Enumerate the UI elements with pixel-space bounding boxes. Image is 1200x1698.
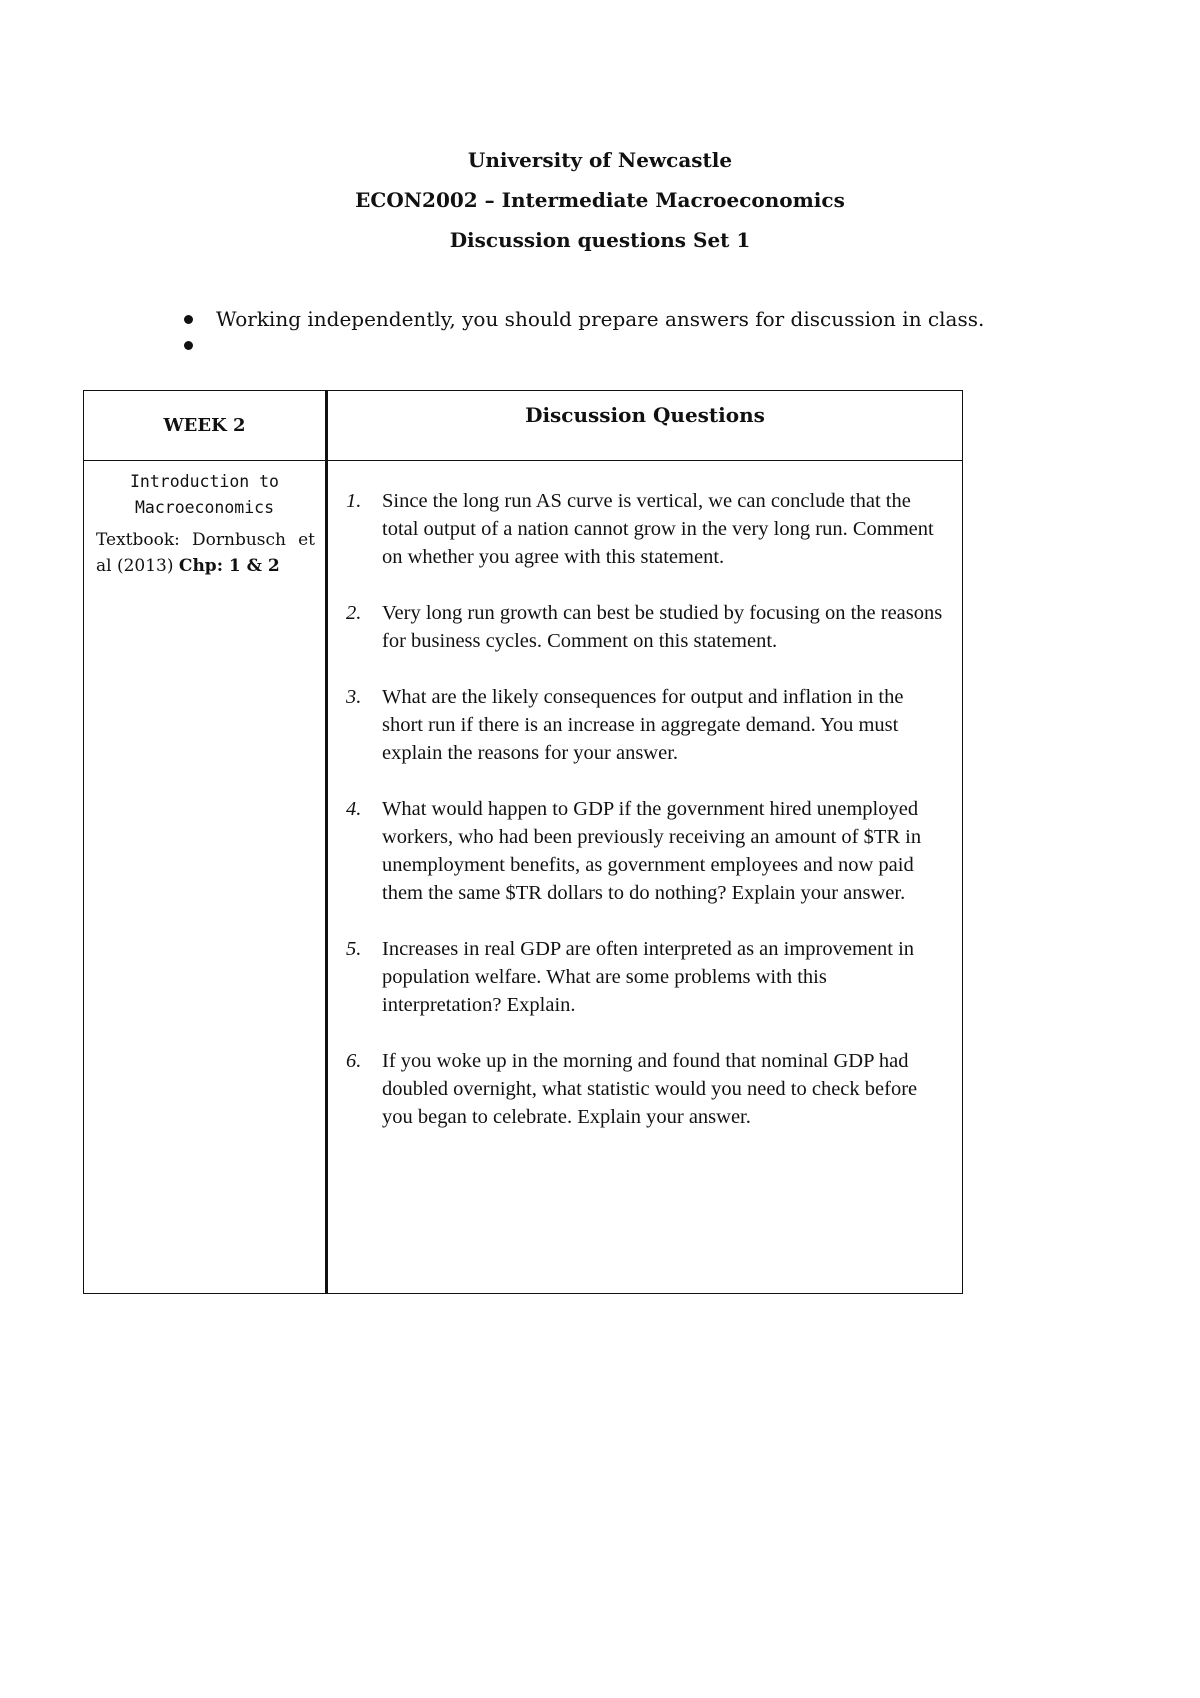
question-item bbox=[340, 683, 948, 767]
textbook-reference bbox=[84, 521, 325, 579]
question-item bbox=[340, 935, 948, 1019]
question-number: 4. bbox=[346, 798, 362, 820]
instruction-item bbox=[178, 332, 984, 358]
textbook-chapters: Chp: 1 & 2 bbox=[178, 556, 280, 576]
question-item bbox=[340, 795, 948, 907]
bullet-icon bbox=[184, 341, 193, 350]
instruction-text: Working independently, you should prepare answers for discussion in class. bbox=[216, 307, 985, 331]
questions-cell bbox=[327, 461, 963, 1294]
topic-title: Introduction to Macroeconomics bbox=[129, 472, 279, 517]
bullet-icon bbox=[184, 315, 193, 324]
questions-heading: Discussion Questions bbox=[327, 391, 963, 461]
question-number: 6. bbox=[346, 1050, 362, 1072]
course-title: ECON2002 – Intermediate Macroeconomics bbox=[355, 188, 845, 212]
topic-cell bbox=[84, 461, 327, 1294]
week-label: WEEK 2 bbox=[84, 391, 327, 461]
set-title: Discussion questions Set 1 bbox=[449, 228, 751, 252]
table-header-row bbox=[84, 391, 963, 461]
discussion-table bbox=[83, 390, 963, 1294]
document-header bbox=[0, 140, 1200, 260]
question-text: If you woke up in the morning and found that nominal GDP had doubled overnight, what statistic would you need to check before you began to celebrate. Explain your answer. bbox=[382, 1050, 918, 1128]
instruction-list bbox=[178, 306, 984, 358]
question-item bbox=[340, 1047, 948, 1131]
table-body-row bbox=[84, 461, 963, 1294]
question-number: 1. bbox=[346, 490, 362, 512]
textbook-prefix: Textbook: Dornbusch et al (2013) bbox=[96, 530, 315, 576]
question-text: Since the long run AS curve is vertical, we can conclude that the total output of a nation cannot grow in the very long run. Comment on whether you agree with this statement. bbox=[382, 490, 934, 568]
question-number: 5. bbox=[346, 938, 362, 960]
question-text: Very long run growth can best be studied by focusing on the reasons for business cycles. Comment on this statement. bbox=[382, 602, 943, 652]
question-item bbox=[340, 487, 948, 571]
instruction-item bbox=[178, 306, 984, 332]
university-title: University of Newcastle bbox=[467, 148, 733, 172]
question-number: 2. bbox=[346, 602, 362, 624]
question-text: Increases in real GDP are often interpreted as an improvement in population welfare. What are some problems with this interpretation? Explain. bbox=[382, 938, 915, 1016]
question-text: What are the likely consequences for output and inflation in the short run if there is an increase in aggregate demand. You must explain the reasons for your answer. bbox=[382, 686, 904, 764]
question-list bbox=[328, 461, 962, 1131]
question-text: What would happen to GDP if the government hired unemployed workers, who had been previously receiving an amount of $TR in unemployment benefits, as government employees and now paid them the same $TR dollars to do nothing? Explain your answer. bbox=[382, 798, 922, 904]
question-item bbox=[340, 599, 948, 655]
question-number: 3. bbox=[346, 686, 362, 708]
